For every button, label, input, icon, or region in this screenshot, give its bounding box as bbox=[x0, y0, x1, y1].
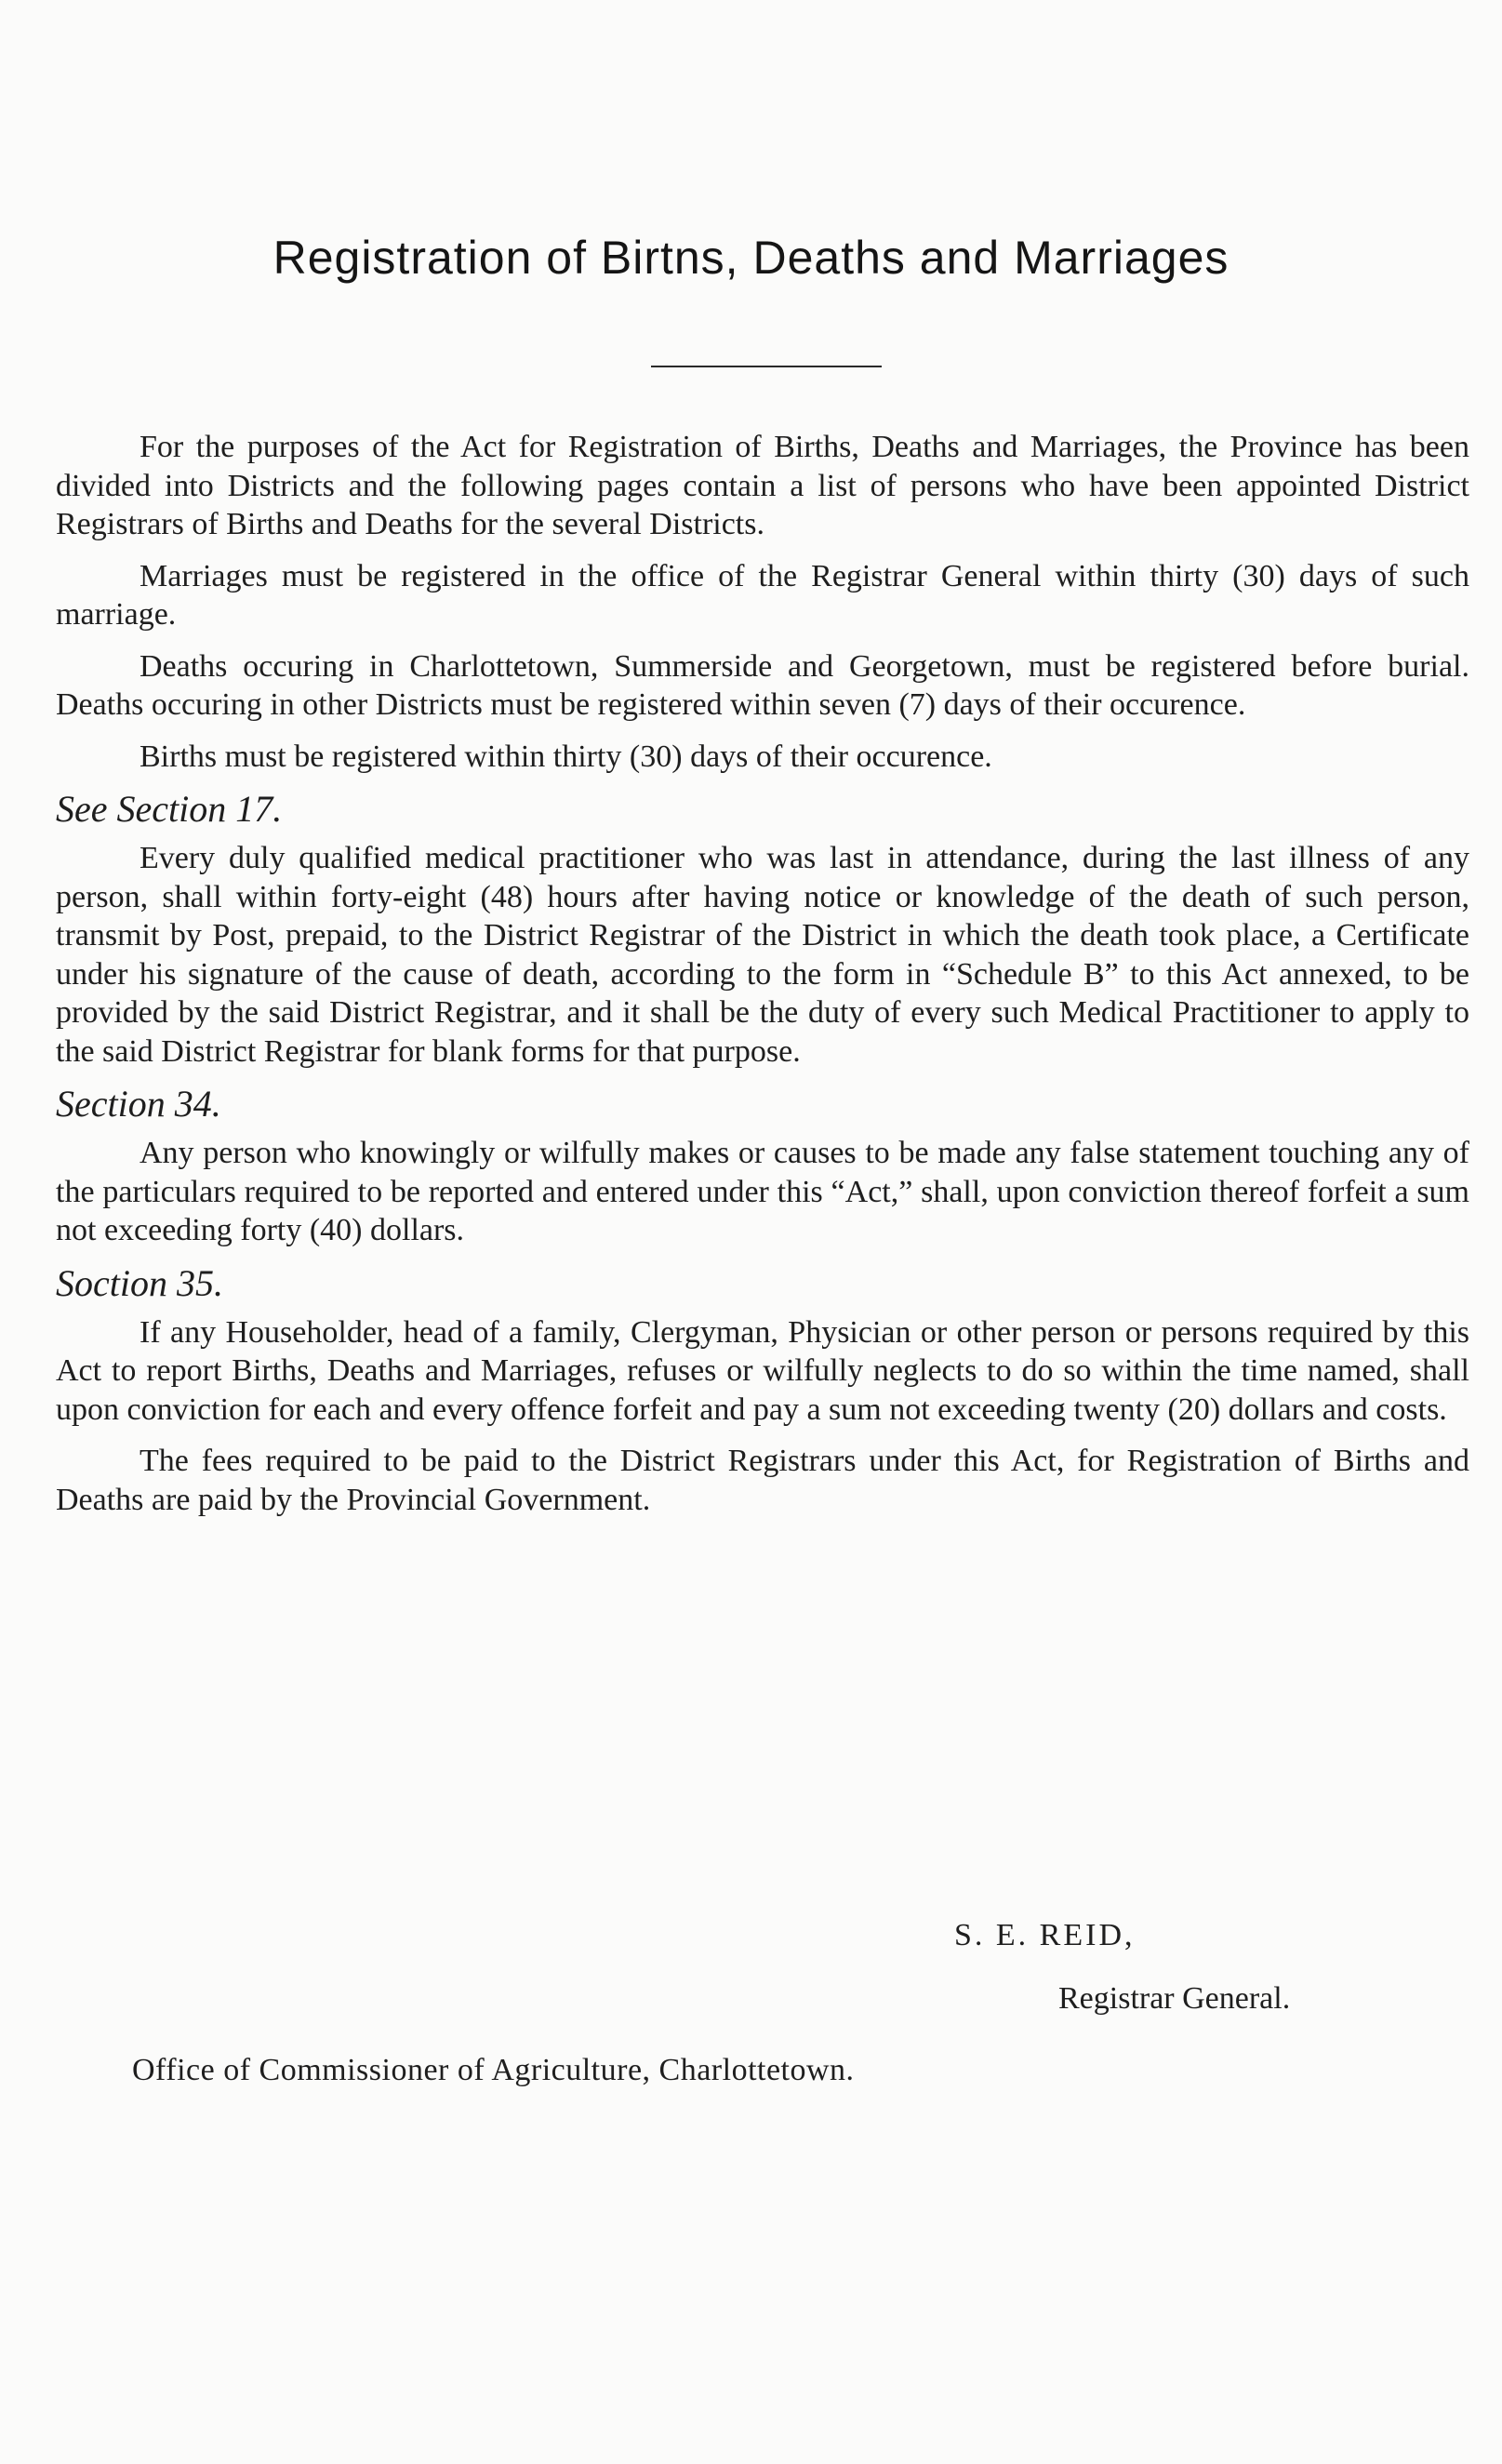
intro-paragraph-2: Marriages must be registered in the office of the Registrar General within thirty (30) days of such marriage. bbox=[56, 558, 1469, 632]
intro-paragraph-1: For the purposes of the Act for Registration of Births, Deaths and Marriages, the Province has been divided into Districts and the following pages contain a list of persons who have been appointed District Registrars of Births and Deaths for the several Districts. bbox=[56, 430, 1469, 541]
section-34-text: Any person who knowingly or wilfully makes or causes to be made any false statement touching any of the particulars required to be reported and entered under this “Act,” shall, upon conviction thereof forfeit a sum not exceeding forty (40) dollars. bbox=[56, 1136, 1469, 1247]
section-35-heading: Soction 35. bbox=[56, 1261, 223, 1304]
signature-title: Registrar General. bbox=[1058, 1981, 1291, 2016]
section-34-heading: Section 34. bbox=[56, 1083, 221, 1125]
document-body bbox=[56, 428, 1469, 1532]
section-35-text: If any Householder, head of a family, Clergyman, Physician or other person or persons required by this Act to report Births, Deaths and Marriages, refuses or wilfully neglects to do so within the time named, shall upon conviction for each and every offence forfeit and pay a sum not exceeding twenty (20) dollars and costs. bbox=[56, 1314, 1469, 1427]
section-17-text: Every duly qualified medical practitioner who was last in attendance, during the last illness of any person, shall within forty-eight (48) hours after having notice or knowledge of the death of such person, transmit by Post, prepaid, to the District Registrar of the District in which the death took place, a Certificate under his signature of the cause of death, according to the form in “Schedule B” to this Act annexed, to be provided by the said District Registrar, and it shall be the duty of every such Medical Practitioner to apply to the said District Registrar for blank forms for that purpose. bbox=[56, 841, 1469, 1069]
office-line: Office of Commissioner of Agriculture, Charlottetown. bbox=[132, 2053, 855, 2087]
fees-paragraph: The fees required to be paid to the District Registrars under this Act, for Registration of Births and Deaths are paid by the Provincial Government. bbox=[56, 1444, 1469, 1517]
intro-paragraph-4: Births must be registered within thirty (30) days of their occurence. bbox=[140, 739, 992, 774]
title-divider bbox=[651, 366, 882, 367]
page-title: Registration of Birtns, Deaths and Marriages bbox=[272, 232, 1230, 284]
section-17-heading: See Section 17. bbox=[56, 788, 283, 830]
intro-paragraph-3: Deaths occuring in Charlottetown, Summerside and Georgetown, must be registered before burial. Deaths occuring in other Districts must be registered within seven (7) days of their occurence. bbox=[56, 648, 1469, 722]
signature-name: S. E. REID, bbox=[954, 1918, 1136, 1952]
